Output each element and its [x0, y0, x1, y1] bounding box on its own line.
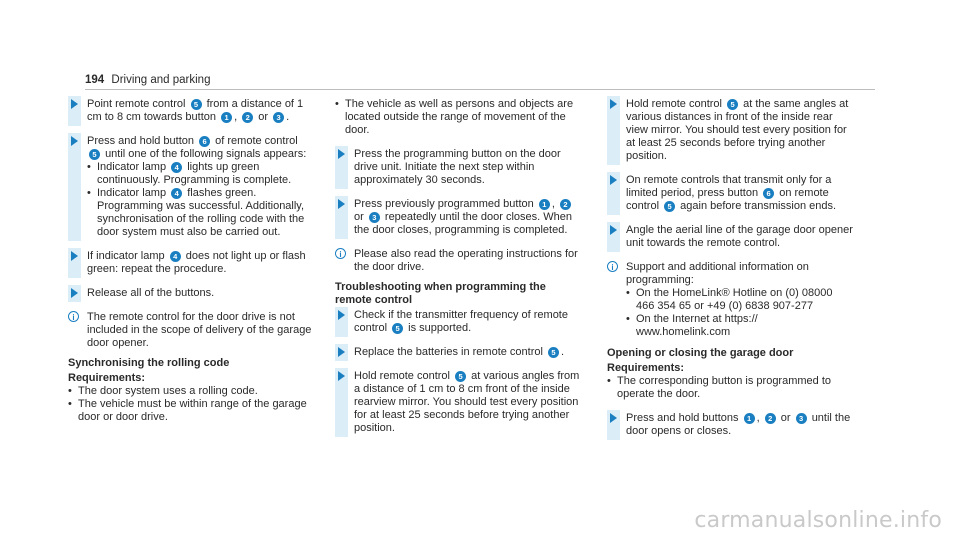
- step-replace-batteries: Replace the batteries in remote control 5 .: [335, 346, 581, 359]
- step-repeat: If indicator lamp 4 does not light up or flash green: repeat the procedure.: [68, 250, 314, 276]
- step-arrow-icon: [338, 347, 345, 357]
- step-point-remote: Point remote control 5 from a distance of 1 cm to 8 cm towards button 1 , 2 or 3 .: [68, 98, 314, 124]
- badge-5: 5: [191, 99, 202, 110]
- list-item: • The vehicle must be within range of the garage door or door drive.: [68, 398, 314, 424]
- step-press-hold-buttons: Press and hold buttons 1 , 2 or 3 until the door opens or closes.: [607, 412, 853, 438]
- badge-5: 5: [89, 149, 100, 160]
- badge-2: 2: [560, 199, 571, 210]
- signal-list: [87, 161, 314, 239]
- info-icon: i: [607, 261, 618, 272]
- step-arrow-icon: [610, 225, 617, 235]
- troubleshooting-heading: Troubleshooting when programming the remote control: [335, 281, 546, 306]
- info-icon: i: [335, 248, 346, 259]
- header-divider: [85, 89, 875, 90]
- badge-4: 4: [170, 251, 181, 262]
- badge-1: 1: [221, 112, 232, 123]
- badge-4: 4: [171, 162, 182, 173]
- column-2: [335, 98, 581, 446]
- list-item: • Indicator lamp 4 flashes green. Programming was successful. Additionally, synchronisation of the rolling code with the door system must also be carried out.: [87, 187, 314, 239]
- step-arrow-icon: [338, 371, 345, 381]
- badge-6: 6: [199, 136, 210, 147]
- step-arrow-icon: [610, 413, 617, 423]
- badge-3: 3: [369, 212, 380, 223]
- step-limited-period: On remote controls that transmit only for a limited period, press button 6 on remote control 5 again before transmission ends.: [607, 174, 853, 213]
- step-angle-aerial: Angle the aerial line of the garage door opener unit towards the remote control.: [607, 224, 853, 250]
- step-release: Release all of the buttons.: [68, 287, 314, 300]
- badge-3: 3: [796, 413, 807, 424]
- open-close-heading: Opening or closing the garage door: [607, 347, 794, 359]
- badge-5: 5: [664, 201, 675, 212]
- badge-5: 5: [727, 99, 738, 110]
- sync-heading: Synchronising the rolling code: [68, 357, 230, 369]
- badge-2: 2: [765, 413, 776, 424]
- badge-1: 1: [744, 413, 755, 424]
- step-arrow-icon: [71, 288, 78, 298]
- page-number: 194: [85, 74, 105, 86]
- watermark: carmanualsonline.info: [694, 508, 942, 533]
- step-press-programmed: Press previously programmed button 1 , 2 or 3 repeatedly until the door closes. When the door closes, programming is completed.: [335, 198, 581, 237]
- list-item: • The vehicle as well as persons and objects are located outside the range of movement of the door.: [335, 98, 581, 137]
- step-arrow-icon: [338, 149, 345, 159]
- badge-4: 4: [171, 188, 182, 199]
- support-list: [626, 287, 853, 339]
- note-scope: i The remote control for the door drive is not included in the scope of delivery of the garage door opener.: [68, 311, 314, 350]
- step-arrow-icon: [610, 175, 617, 185]
- note-operating-instructions: i Please also read the operating instructions for the door drive.: [335, 248, 581, 274]
- requirements-list: [607, 375, 853, 401]
- step-arrow-icon: [610, 99, 617, 109]
- step-arrow-icon: [71, 251, 78, 261]
- list-item: • The door system uses a rolling code.: [68, 385, 314, 398]
- step-press-hold: Press and hold button 6 of remote control 5 until one of the following signals appears: • Indicator lamp 4 lights up green continuously. Programming is complete. • Indicator lamp 4 flashes green. Programming was successful. Additionally, synchronisation of the rolling code with the door system must also be carried out.: [68, 135, 314, 239]
- step-hold-angles: Hold remote control 5 at various angles from a distance of 1 cm to 8 cm front of the inside rearview mirror. You should test every position for at least 25 seconds before trying another position.: [335, 370, 581, 435]
- section-title: Driving and parking: [111, 74, 211, 86]
- requirements-list: [68, 385, 314, 424]
- step-arrow-icon: [71, 136, 78, 146]
- step-arrow-icon: [71, 99, 78, 109]
- badge-6: 6: [763, 188, 774, 199]
- list-item: • The corresponding button is programmed to operate the door.: [607, 375, 853, 401]
- badge-5: 5: [548, 347, 559, 358]
- requirements-cont-list: [335, 98, 581, 137]
- requirements-label: Requirements:: [607, 362, 685, 374]
- step-arrow-icon: [338, 310, 345, 320]
- step-hold-same-angles: Hold remote control 5 at the same angles at various distances in front of the inside rear view mirror. You should test every position for at least 25 seconds before trying another position.: [607, 98, 853, 163]
- page-header: [85, 74, 210, 87]
- list-item: • On the HomeLink® Hotline on (0) 08000 466 354 65 or +49 (0) 6838 907-277: [626, 287, 853, 313]
- column-3: [607, 98, 853, 449]
- list-item: • On the Internet at https:// www.homelink.com: [626, 313, 853, 339]
- requirements-label: Requirements:: [68, 372, 146, 384]
- step-programming-button: Press the programming button on the door drive unit. Initiate the next step within approximately 30 seconds.: [335, 148, 581, 187]
- badge-3: 3: [273, 112, 284, 123]
- list-item: • Indicator lamp 4 lights up green continuously. Programming is complete.: [87, 161, 314, 187]
- badge-1: 1: [539, 199, 550, 210]
- badge-2: 2: [242, 112, 253, 123]
- note-support: i Support and additional information on programming: • On the HomeLink® Hotline on (0) 08000 466 354 65 or +49 (0) 6838 907-277 • On the Internet at https:// www.homelink.com: [607, 261, 853, 339]
- column-1: [68, 98, 314, 424]
- badge-5: 5: [455, 371, 466, 382]
- badge-5: 5: [392, 323, 403, 334]
- info-icon: i: [68, 311, 79, 322]
- step-check-frequency: Check if the transmitter frequency of remote control 5 is supported.: [335, 309, 581, 335]
- step-arrow-icon: [338, 199, 345, 209]
